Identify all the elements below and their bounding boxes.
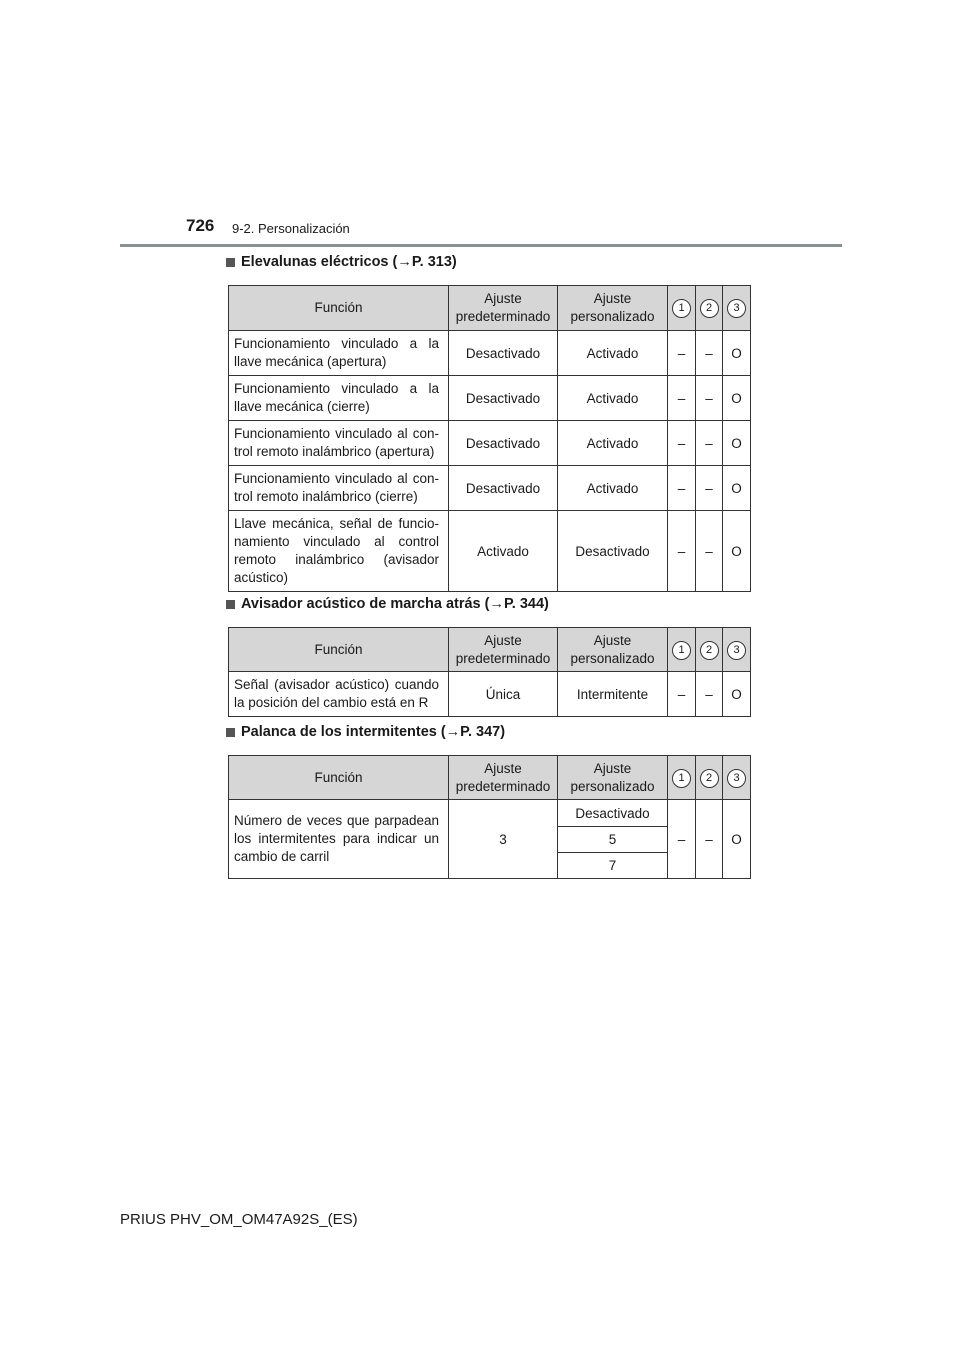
column-header-1 bbox=[668, 756, 696, 800]
column-header-default: Ajuste predeterminado bbox=[449, 756, 558, 800]
col3-cell: O bbox=[723, 466, 751, 511]
col2-cell: – bbox=[696, 511, 723, 592]
col2-cell: – bbox=[696, 800, 723, 879]
circled-number-3: 3 bbox=[727, 299, 746, 318]
default-cell: Única bbox=[449, 672, 558, 717]
function-cell: Funcionamiento vinculado al con-trol remoto inalámbrico (cierre) bbox=[229, 466, 449, 511]
col3-cell: O bbox=[723, 421, 751, 466]
circled-number-1: 1 bbox=[672, 641, 691, 660]
col1-cell: – bbox=[668, 331, 696, 376]
column-header-3 bbox=[723, 628, 751, 672]
page-number: 726 bbox=[186, 216, 215, 235]
col3-cell: O bbox=[723, 376, 751, 421]
section-title: Elevalunas eléctricos (→P. 313) bbox=[241, 254, 457, 270]
col2-cell: – bbox=[696, 376, 723, 421]
col1-cell: – bbox=[668, 511, 696, 592]
section-heading-power-windows bbox=[226, 254, 457, 270]
circled-number-1: 1 bbox=[672, 769, 691, 788]
col2-cell: – bbox=[696, 466, 723, 511]
default-cell: Desactivado bbox=[449, 376, 558, 421]
col3-cell: O bbox=[723, 331, 751, 376]
settings-table-turn-signal-lever bbox=[228, 755, 751, 879]
column-header-function: Función bbox=[229, 756, 449, 800]
table-header-row bbox=[229, 286, 751, 331]
table-row bbox=[229, 466, 751, 511]
custom-cell: Activado bbox=[558, 376, 668, 421]
settings-table-power-windows bbox=[228, 285, 751, 592]
column-header-function: Función bbox=[229, 286, 449, 331]
circled-number-3: 3 bbox=[727, 641, 746, 660]
default-cell: Desactivado bbox=[449, 466, 558, 511]
col1-cell: – bbox=[668, 800, 696, 879]
custom-option-cell: 7 bbox=[558, 853, 668, 879]
section-heading-reverse-buzzer bbox=[226, 596, 549, 612]
document-code-footer: PRIUS PHV_OM_OM47A92S_(ES) bbox=[120, 1211, 358, 1228]
column-header-3 bbox=[723, 756, 751, 800]
col1-cell: – bbox=[668, 421, 696, 466]
table-row bbox=[229, 800, 751, 827]
col1-cell: – bbox=[668, 672, 696, 717]
column-header-function: Función bbox=[229, 628, 449, 672]
function-cell: Número de veces que parpadean los intermitentes para indicar un cambio de carril bbox=[229, 800, 449, 879]
column-header-custom: Ajuste personalizado bbox=[558, 628, 668, 672]
column-header-default: Ajuste predeterminado bbox=[449, 628, 558, 672]
square-bullet-icon bbox=[226, 600, 235, 609]
custom-cell: Intermitente bbox=[558, 672, 668, 717]
table-row bbox=[229, 331, 751, 376]
col1-cell: – bbox=[668, 376, 696, 421]
table-header-row bbox=[229, 756, 751, 800]
table-row bbox=[229, 421, 751, 466]
col3-cell: O bbox=[723, 672, 751, 717]
column-header-custom: Ajuste personalizado bbox=[558, 286, 668, 331]
column-header-2 bbox=[696, 628, 723, 672]
custom-cell: Activado bbox=[558, 466, 668, 511]
table-row bbox=[229, 672, 751, 717]
column-header-custom: Ajuste personalizado bbox=[558, 756, 668, 800]
default-cell: Desactivado bbox=[449, 331, 558, 376]
table-row bbox=[229, 376, 751, 421]
section-title: Avisador acústico de marcha atrás (→P. 344) bbox=[241, 596, 549, 612]
column-header-1 bbox=[668, 286, 696, 331]
default-cell: Desactivado bbox=[449, 421, 558, 466]
col2-cell: – bbox=[696, 672, 723, 717]
custom-option-cell: Desactivado bbox=[558, 800, 668, 827]
settings-table-reverse-buzzer bbox=[228, 627, 751, 717]
table-header-row bbox=[229, 628, 751, 672]
column-header-default: Ajuste predeterminado bbox=[449, 286, 558, 331]
col3-cell: O bbox=[723, 800, 751, 879]
function-cell: Funcionamiento vinculado a la llave mecánica (apertura) bbox=[229, 331, 449, 376]
col3-cell: O bbox=[723, 511, 751, 592]
column-header-2 bbox=[696, 756, 723, 800]
col1-cell: – bbox=[668, 466, 696, 511]
function-cell: Funcionamiento vinculado al con-trol remoto inalámbrico (apertura) bbox=[229, 421, 449, 466]
column-header-3 bbox=[723, 286, 751, 331]
custom-cell: Activado bbox=[558, 421, 668, 466]
section-title: Palanca de los intermitentes (→P. 347) bbox=[241, 724, 506, 740]
circled-number-2: 2 bbox=[700, 641, 719, 660]
section-heading-turn-signal-lever bbox=[226, 724, 505, 740]
circled-number-2: 2 bbox=[700, 769, 719, 788]
column-header-2 bbox=[696, 286, 723, 331]
function-cell: Llave mecánica, señal de funcio-namiento vinculado al control remoto inalámbrico (avisador acústico) bbox=[229, 511, 449, 592]
custom-cell: Desactivado bbox=[558, 511, 668, 592]
circled-number-2: 2 bbox=[700, 299, 719, 318]
custom-option-cell: 5 bbox=[558, 827, 668, 853]
custom-cell: Activado bbox=[558, 331, 668, 376]
function-cell: Señal (avisador acústico) cuando la posición del cambio está en R bbox=[229, 672, 449, 717]
section-label: 9-2. Personalización bbox=[232, 221, 350, 236]
column-header-1 bbox=[668, 628, 696, 672]
col2-cell: – bbox=[696, 331, 723, 376]
square-bullet-icon bbox=[226, 728, 235, 737]
circled-number-1: 1 bbox=[672, 299, 691, 318]
default-cell: 3 bbox=[449, 800, 558, 879]
circled-number-3: 3 bbox=[727, 769, 746, 788]
header-divider bbox=[120, 244, 842, 247]
square-bullet-icon bbox=[226, 258, 235, 267]
col2-cell: – bbox=[696, 421, 723, 466]
function-cell: Funcionamiento vinculado a la llave mecánica (cierre) bbox=[229, 376, 449, 421]
table-row bbox=[229, 511, 751, 592]
default-cell: Activado bbox=[449, 511, 558, 592]
